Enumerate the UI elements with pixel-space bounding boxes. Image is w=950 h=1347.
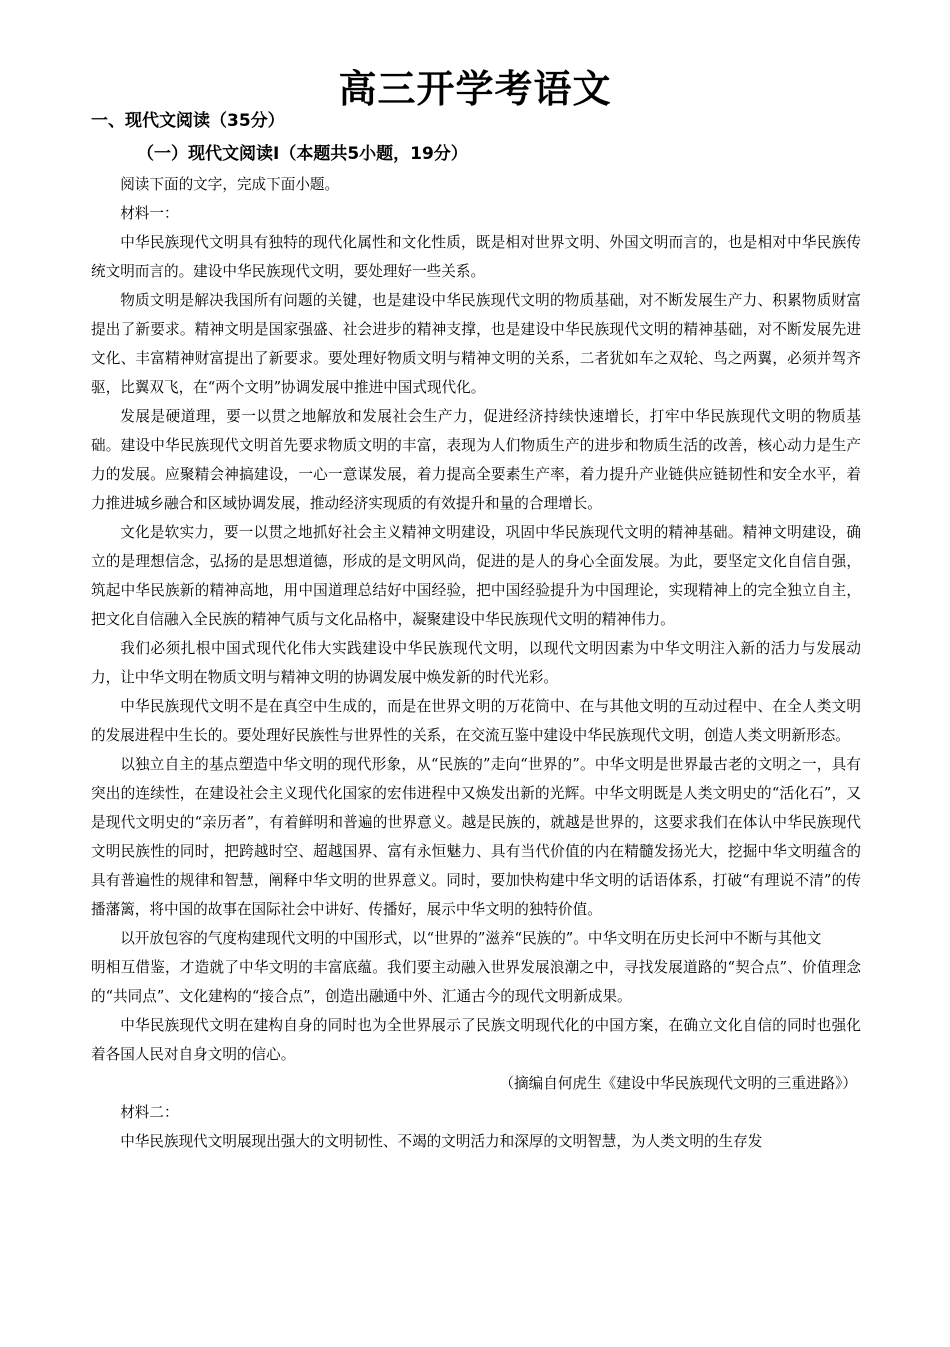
instruction-text: 阅读下面的文字，完成下面小题。 — [120, 176, 340, 193]
page-title: 高三开学考语文 — [338, 67, 612, 111]
paragraph: 物质文明是解决我国所有问题的关键，也是建设中华民族现代文明的物质基础，对不断发展生产力、积累物质财富提出了新要求。精神文明是国家强盛、社会进步的精神支撑，也是建设中华民族现代文明的精神基础，对不断发展先进文化、丰富精神财富提出了新要求。要处理好物质文明与精神文明的关系，二者犹如车之双轮、鸟之两翼，必须并驾齐驱，比翼双飞，在“两个文明”协调发展中推进中国式现代化。 — [91, 292, 861, 396]
source-citation: （摘编自何虎生《建设中华民族现代文明的三重进路》） — [499, 1075, 857, 1092]
material-label: 材料一： — [120, 205, 179, 222]
section-heading: 一、现代文阅读（35分） — [91, 111, 285, 131]
paragraph: 我们必须扎根中国式现代化伟大实践建设中华民族现代文明，以现代文明因素为中华文明注入新的活力与发展动力，让中华文明在物质文明与精神文明的协调发展中焕发新的时代光彩。 — [91, 640, 861, 686]
paragraph-continued: 明相互借鉴，才造就了中华文明的丰富底蕴。我们要主动融入世界发展浪潮之中，寻找发展道路的“契合点”、价值理念的“共同点”、文化建构的“接合点”，创造出融通中外、汇通古今的现代文明新成果。 — [91, 959, 861, 1005]
paragraph: 文化是软实力，要一以贯之地抓好社会主义精神文明建设，巩固中华民族现代文明的精神基础。精神文明建设，确立的是理想信念，弘扬的是思想道德，形成的是文明风尚，促进的是人的身心全面发展。为此，要坚定文化自信自强，筑起中华民族新的精神高地，用中国道理总结好中国经验，把中国经验提升为中国理论，实现精神上的完全独立自主，把文化自信融入全民族的精神气质与文化品格中，凝聚建设中华民族现代文明的精神伟力。 — [91, 524, 861, 628]
reading-passage — [91, 170, 861, 1156]
paragraph: 发展是硬道理，要一以贯之地解放和发展社会生产力，促进经济持续快速增长，打牢中华民族现代文明的物质基础。建设中华民族现代文明首先要求物质文明的丰富，表现为人们物质生产的进步和物质生活的改善，核心动力是生产力的发展。应聚精会神搞建设，一心一意谋发展，着力提高全要素生产率，着力提升产业链供应链韧性和安全水平，着力推进城乡融合和区域协调发展，推动经济实现质的有效提升和量的合理增长。 — [91, 408, 861, 512]
paragraph: 以开放包容的气度构建现代文明的中国形式，以“世界的”滋养“民族的”。中华文明在历史长河中不断与其他文 — [120, 930, 822, 947]
paragraph: 以独立自主的基点塑造中华文明的现代形象，从“民族的”走向“世界的”。中华文明是世界最古老的文明之一，具有突出的连续性，在建设社会主义现代化国家的宏伟进程中又焕发出新的光辉。中华文明既是人类文明史的“活化石”，又是现代文明史的“亲历者”，有着鲜明和普遍的世界意义。越是民族的，就越是世界的，这要求我们在体认中华民族现代文明民族性的同时，把跨越时空、超越国界、富有永恒魅力、具有当代价值的内在精髓发扬光大，挖掘中华文明蕴含的具有普遍性的规律和智慧，阐释中华文明的世界意义。同时，要加快构建中华文明的话语体系，打破“有理说不清”的传播藩篱，将中国的故事在国际社会中讲好、传播好，展示中华文明的独特价值。 — [91, 756, 861, 918]
paragraph: 中华民族现代文明不是在真空中生成的，而是在世界文明的万花筒中、在与其他文明的互动过程中、在全人类文明的发展进程中生长的。要处理好民族性与世界性的关系，在交流互鉴中建设中华民族现代文明，创造人类文明新形态。 — [91, 698, 861, 744]
paragraph: 中华民族现代文明在建构自身的同时也为全世界展示了民族文明现代化的中国方案，在确立文化自信的同时也强化着各国人民对自身文明的信心。 — [91, 1017, 861, 1063]
paragraph: 中华民族现代文明展现出强大的文明韧性、不竭的文明活力和深厚的文明智慧，为人类文明的生存发 — [120, 1133, 763, 1150]
subsection-heading: （一）现代文阅读Ⅰ（本题共5小题，19分） — [137, 144, 468, 164]
paragraph: 中华民族现代文明具有独特的现代化属性和文化性质，既是相对世界文明、外国文明而言的，也是相对中华民族传统文明而言的。建设中华民族现代文明，要处理好一些关系。 — [91, 234, 861, 280]
material-label: 材料二： — [120, 1104, 179, 1121]
